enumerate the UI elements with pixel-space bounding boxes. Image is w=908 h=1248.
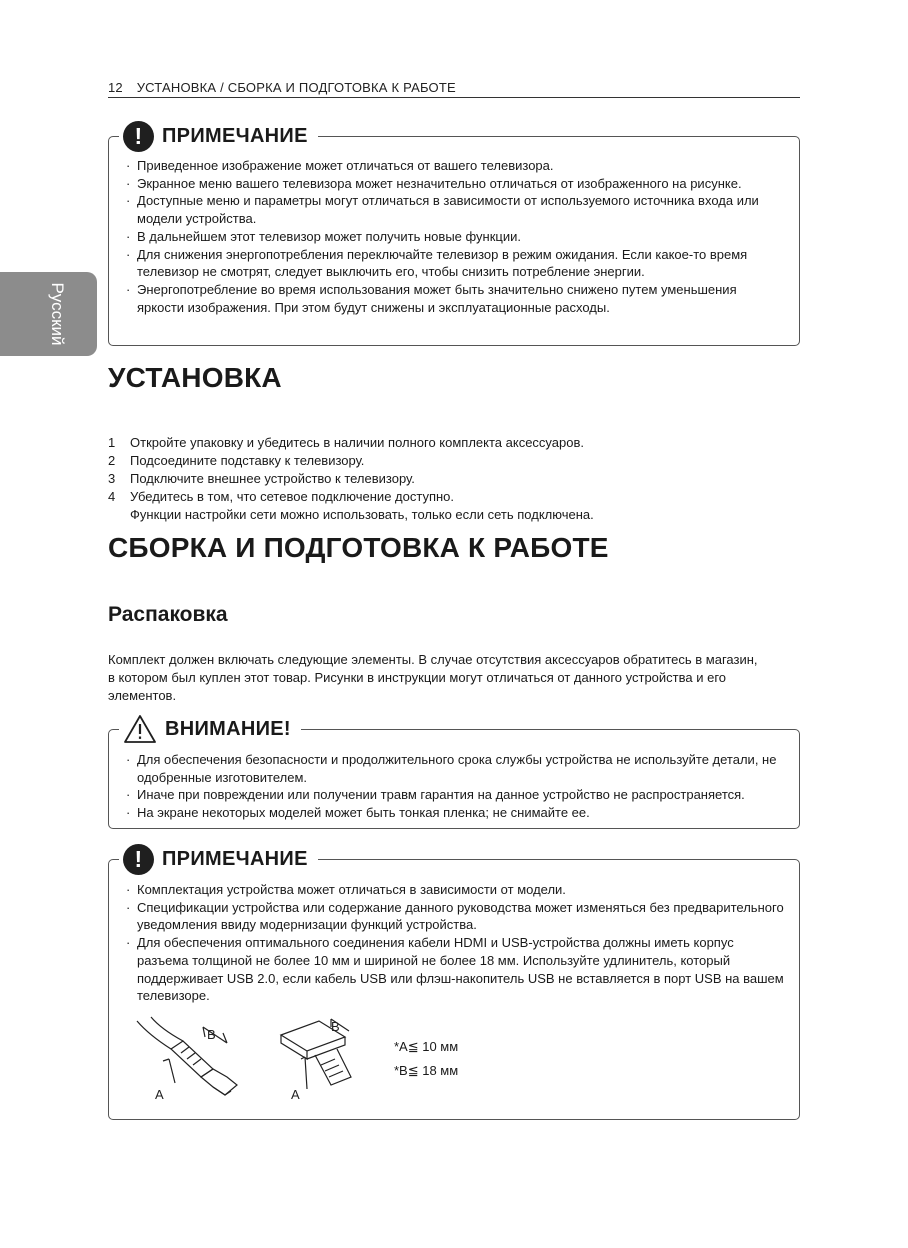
step-number: 2 [108,453,116,468]
caution-list [109,751,785,822]
note-list [109,881,785,1005]
caution-box-title [119,714,301,744]
list-item: · Приведенное изображение может отличаться от вашего телевизора. [109,157,785,175]
step-number: 1 [108,435,116,450]
language-label: Русский [48,282,67,346]
list-item: · На экране некоторых моделей может быть тонкая пленка; не снимайте ее. [109,804,785,822]
note-box-title [119,121,318,152]
usb-flash-drive-icon [281,1019,351,1089]
step-item [108,488,788,506]
dimension-label-a: A [291,1086,300,1102]
step-item [108,470,788,488]
step-item [108,452,788,470]
warning-triangle-icon [123,714,157,744]
list-item: · Иначе при повреждении или получении травм гарантия на данное устройство не распространяется. [109,786,785,804]
list-item: · Комплектация устройства может отличаться в зависимости от модели. [109,881,785,899]
list-item: · Экранное меню вашего телевизора может незначительно отличаться от изображенного на рисунке. [109,175,785,193]
step-item [108,434,788,452]
caution-title-text: ВНИМАНИЕ! [165,717,291,740]
list-item: · В дальнейшем этот телевизор может получить новые функции. [109,228,785,246]
spec-a: *A≦ 10 мм [394,1038,459,1054]
installation-heading: УСТАНОВКА [108,362,282,393]
step-text: Откройте упаковку и убедитесь в наличии полного комплекта аксессуаров. [130,435,584,450]
note-title-text: ПРИМЕЧАНИЕ [162,125,308,147]
step-number: 3 [108,471,116,486]
caution-box [108,717,800,829]
header-title: УСТАНОВКА / СБОРКА И ПОДГОТОВКА К РАБОТЕ [136,80,456,95]
step-text: Подсоедините подставку к телевизору. [130,453,365,468]
language-side-tab [0,272,97,356]
note-title-text: ПРИМЕЧАНИЕ [162,848,308,870]
connector-illustration [109,1013,409,1107]
installation-steps [108,434,788,524]
note-box-title [119,844,318,875]
note-list [109,157,785,316]
step-text: Подключите внешнее устройство к телевизору. [130,471,415,486]
page-number: 12 [108,80,123,95]
step-note: Функции настройки сети можно использовать, только если сеть подключена. [130,507,594,522]
unpacking-subheading: Распаковка [108,603,228,626]
spec-b: *B≦ 18 мм [394,1062,459,1078]
note-box-components [108,846,800,1120]
note-box-general [108,123,800,346]
exclamation-icon: ! [123,121,154,152]
step-text: Убедитесь в том, что сетевое подключение доступно. [130,489,455,504]
dimension-label-b: B [331,1018,340,1034]
assembly-heading: СБОРКА И ПОДГОТОВКА К РАБОТЕ [108,532,609,563]
hdmi-cable-icon [137,1017,237,1095]
list-item: · Спецификации устройства или содержание данного руководства может изменяться без предварительного уведомления ввиду модернизации функций устройства. [109,899,785,934]
unpacking-intro: Комплект должен включать следующие элементы. В случае отсутствия аксессуаров обратитесь в магазин, в котором был куплен этот товар. Рисунки в инструкции могут отличаться от данного устройства и его элементов. [108,652,758,703]
exclamation-icon: ! [123,844,154,875]
step-number: 4 [108,489,116,504]
page-header [108,80,800,98]
connector-size-diagram [109,1013,785,1107]
list-item: · Для обеспечения оптимального соединения кабели HDMI и USB-устройства должны иметь корпус разъема толщиной не более 10 мм и шириной не более 18 мм. Используйте удлинитель, который поддерживает USB 2.0, если кабель USB или флэш-накопитель USB не вставляется в порт USB на вашем телевизоре. [109,934,785,1005]
dimension-label-a: A [155,1086,164,1102]
list-item: · Доступные меню и параметры могут отличаться в зависимости от используемого источника входа или модели устройства. [109,192,785,227]
list-item: · Для обеспечения безопасности и продолжительного срока службы устройства не используйте детали, не одобренные изготовителем. [109,751,785,786]
list-item: · Для снижения энергопотребления переключайте телевизор в режим ожидания. Если какое-то время телевизор не смотрят, следует выключить его, чтобы снизить потребление энергии. [109,246,785,281]
dimension-label-b: B [207,1026,216,1042]
list-item: · Энергопотребление во время использования может быть значительно снижено путем уменьшения яркости изображения. При этом будут снижены и эксплуатационные расходы. [109,281,785,316]
